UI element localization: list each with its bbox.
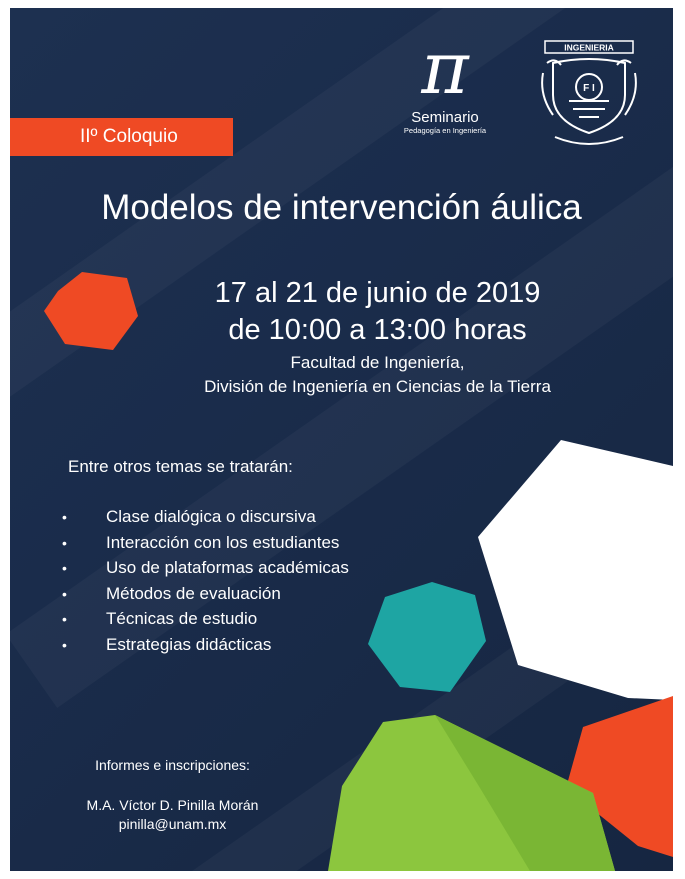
logo-title: Seminario [411,109,479,126]
bullet-icon: • [62,585,67,602]
topic-label: Clase dialógica o discursiva [106,507,316,526]
topic-label: Técnicas de estudio [106,609,258,628]
event-time: de 10:00 a 13:00 horas [228,314,527,346]
topics-intro: Entre otros temas se tratarán: [68,457,293,476]
teal-hexagon [368,582,486,692]
contact-email-link[interactable]: pinilla@unam.mx [118,816,227,832]
list-item [62,581,349,607]
colloquium-banner: IIº Coloquio [10,118,233,156]
topic-label: Interacción con los estudiantes [106,532,340,552]
poster [10,8,673,871]
bullet-icon: • [62,534,67,551]
crest-label: INGENIERIA [564,42,614,53]
ingenieria-crest-icon [535,33,643,151]
topic-label: Estrategias didácticas [106,634,272,654]
list-item [62,504,349,530]
venue-line-1: Facultad de Ingeniería, [290,353,465,372]
logo-subtitle: Pedagogía en Ingeniería [403,126,487,135]
bullet-icon: • [62,611,67,627]
bullet-icon: • [62,636,67,653]
pi-icon: π [421,26,469,110]
topic-label: Uso de plataformas académicas [106,558,349,577]
venue-line-2: División de Ingeniería en Ciencias de la Tierra [204,377,551,396]
list-item [62,555,349,581]
list-item [62,530,349,556]
crest-letters: F I [583,83,595,94]
list-item [62,606,349,632]
topics-list [62,504,349,657]
list-item [62,632,349,658]
seminario-logo [395,26,495,136]
bullet-icon: • [62,509,67,525]
contact-name: M.A. Víctor D. Pinilla Morán [86,797,259,813]
event-date: 17 al 21 de junio de 2019 [214,277,541,309]
topic-label: Métodos de evaluación [106,583,281,603]
page-title: Modelos de intervención áulica [101,188,582,227]
white-hexagon [478,440,673,700]
contact-label: Informes e inscripciones: [95,757,250,773]
bullet-icon: • [62,560,67,576]
